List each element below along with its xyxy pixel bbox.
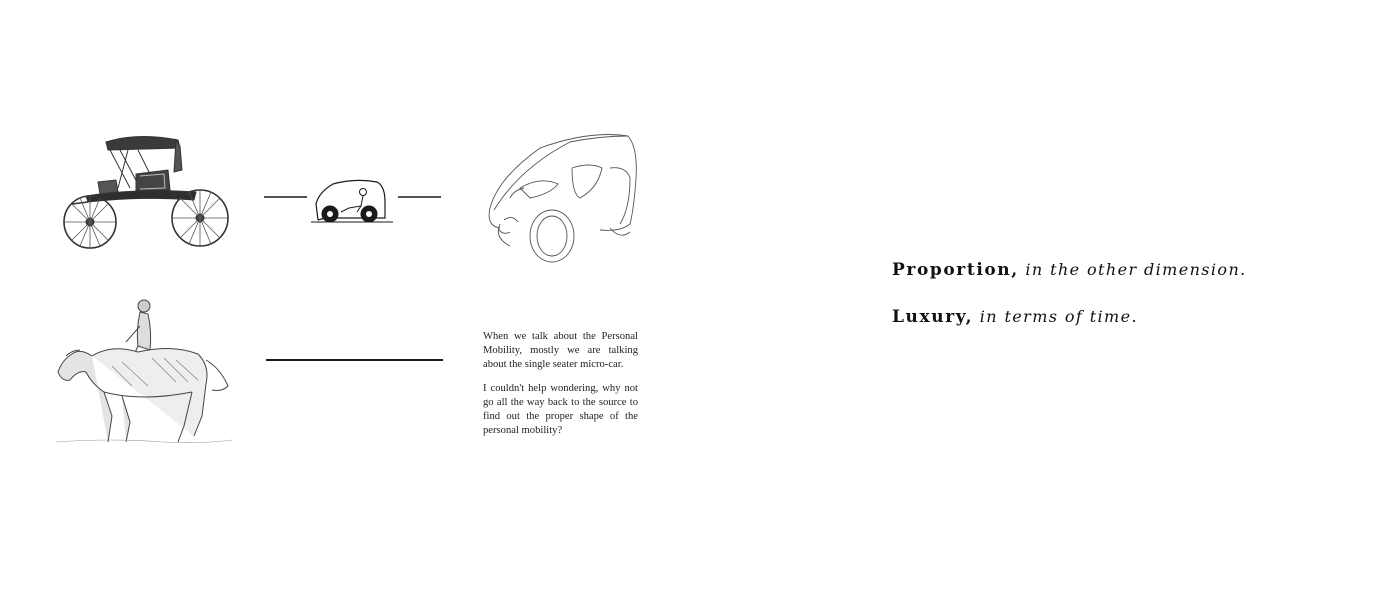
microcar-illustration: [263, 172, 443, 227]
intro-paragraph-1: When we talk about the Personal Mobility, mostly we are talking about the single seater micro-car.: [483, 331, 638, 370]
headline-proportion: [892, 260, 1247, 280]
headline-proportion-italic: in the other dimension.: [1025, 260, 1247, 279]
headline-luxury-strong: Luxury,: [892, 307, 974, 327]
headline-luxury-italic: in terms of time.: [979, 307, 1138, 326]
headline-proportion-strong: Proportion,: [892, 260, 1019, 280]
horizontal-divider-line: [266, 359, 443, 361]
personal-mobility-illustration: [480, 128, 645, 268]
intro-paragraph-2: I couldn't help wondering, why not go all the way back to the source to find out the proper shape of the personal mobility?: [483, 383, 638, 436]
horse-rider-illustration: [52, 296, 234, 448]
headline-luxury: [892, 307, 1138, 327]
intro-text-block: [483, 330, 638, 449]
carriage-illustration: [58, 130, 233, 255]
